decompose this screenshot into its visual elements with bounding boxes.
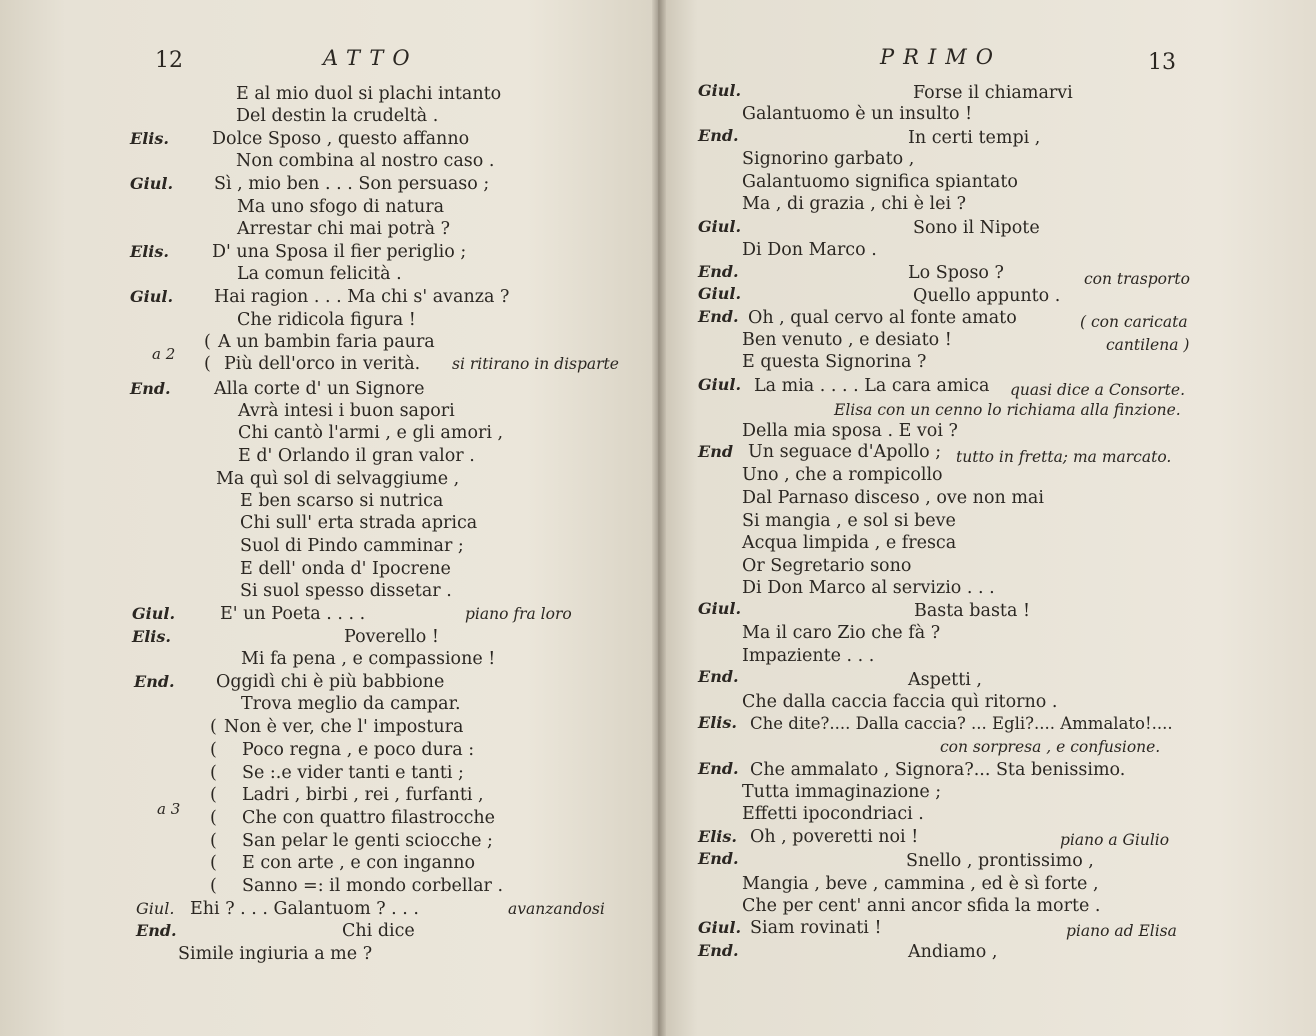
ensemble-bracket: ( bbox=[210, 763, 217, 783]
verse-line: Effetti ipocondriaci . bbox=[742, 804, 924, 824]
right-page bbox=[658, 0, 1316, 1036]
ensemble-bracket: ( bbox=[204, 332, 211, 352]
speaker-label: Elis. bbox=[698, 827, 737, 846]
verse-line: Ehi ? . . . Galantuom ? . . . bbox=[190, 899, 419, 919]
verse-line: Signorino garbato , bbox=[742, 149, 915, 169]
ensemble-bracket: ( bbox=[210, 808, 217, 828]
verse-line: Galantuomo è un insulto ! bbox=[742, 104, 973, 124]
verse-line: Acqua limpida , e fresca bbox=[742, 533, 957, 553]
speaker-label: Elis. bbox=[130, 242, 169, 261]
stage-direction: ( con caricata bbox=[1080, 313, 1188, 331]
speaker-label: Giul. bbox=[698, 918, 742, 937]
speaker-label: Elis. bbox=[698, 713, 737, 732]
verse-line: Suol di Pindo camminar ; bbox=[240, 536, 464, 556]
stage-direction: si ritirano in disparte bbox=[452, 355, 619, 373]
verse-line: Quello appunto . bbox=[913, 286, 1061, 306]
verse-line: Dolce Sposo , questo affanno bbox=[212, 129, 470, 149]
verse-line: La comun felicità . bbox=[237, 264, 402, 284]
stage-direction: avanzandosi bbox=[508, 900, 605, 918]
speaker-label: Giul. bbox=[136, 899, 175, 918]
verse-line: E dell' onda d' Ipocrene bbox=[240, 559, 451, 579]
verse-line: Lo Sposo ? bbox=[908, 263, 1004, 283]
stage-direction: piano ad Elisa bbox=[1066, 922, 1177, 940]
verse-line: Ma , di grazia , chi è lei ? bbox=[742, 194, 966, 214]
ensemble-bracket: ( bbox=[210, 740, 217, 760]
ensemble-bracket: ( bbox=[210, 831, 217, 851]
verse-line: Oggidì chi è più babbione bbox=[216, 672, 445, 692]
verse-line: Più dell'orco in verità. bbox=[224, 354, 421, 374]
speaker-label: End. bbox=[698, 126, 739, 145]
verse-line: Mangia , beve , cammina , ed è sì forte , bbox=[742, 874, 1099, 894]
speaker-label: Giul. bbox=[132, 604, 176, 623]
verse-line: Poco regna , e poco dura : bbox=[242, 740, 475, 760]
stage-direction: con trasporto bbox=[1084, 270, 1190, 288]
ensemble-bracket: ( bbox=[210, 717, 217, 737]
verse-line: Chi cantò l'armi , e gli amori , bbox=[238, 423, 504, 443]
page-number: 12 bbox=[155, 48, 183, 73]
verse-line: In certi tempi , bbox=[908, 128, 1041, 148]
page-header: ATTO bbox=[323, 46, 419, 70]
ensemble-bracket: ( bbox=[210, 785, 217, 805]
verse-line: Di Don Marco . bbox=[742, 240, 877, 260]
verse-line: Aspetti , bbox=[908, 670, 982, 690]
verse-line: E con arte , e con inganno bbox=[242, 853, 476, 873]
verse-line: Galantuomo significa spiantato bbox=[742, 172, 1018, 192]
verse-line: Si suol spesso dissetar . bbox=[240, 581, 452, 601]
verse-line: Avrà intesi i buon sapori bbox=[238, 401, 455, 421]
verse-line: Se :.e vider tanti e tanti ; bbox=[242, 763, 464, 783]
verse-line: Che ridicola figura ! bbox=[237, 310, 416, 330]
verse-line: Or Segretario sono bbox=[742, 556, 912, 576]
verse-line: Forse il chiamarvi bbox=[913, 83, 1073, 103]
speaker-label: End bbox=[698, 442, 734, 461]
ensemble-bracket: ( bbox=[204, 354, 211, 374]
verse-line: Snello , prontissimo , bbox=[906, 851, 1094, 871]
verse-line: E ben scarso si nutrica bbox=[240, 491, 444, 511]
verse-line: Tutta immaginazione ; bbox=[742, 782, 942, 802]
verse-line: Ma quì sol di selvaggiume , bbox=[216, 469, 460, 489]
ensemble-bracket: ( bbox=[210, 876, 217, 896]
verse-line: E al mio duol si plachi intanto bbox=[236, 84, 502, 104]
stage-direction: Elisa con un cenno lo richiama alla finzione. bbox=[834, 401, 1181, 419]
stage-direction: piano fra loro bbox=[465, 605, 572, 623]
speaker-label: End. bbox=[698, 307, 739, 326]
verse-line: Trova meglio da campar. bbox=[241, 694, 461, 714]
speaker-label: Elis. bbox=[132, 627, 171, 646]
page-header: PRIMO bbox=[880, 45, 1002, 69]
book-gutter bbox=[652, 0, 666, 1036]
verse-line: San pelar le genti sciocche ; bbox=[242, 831, 493, 851]
verse-line: Di Don Marco al servizio . . . bbox=[742, 578, 995, 598]
verse-line: Siam rovinati ! bbox=[750, 918, 882, 938]
speaker-label: Giul. bbox=[698, 81, 742, 100]
verse-line: Un seguace d'Apollo ; bbox=[748, 442, 942, 462]
speaker-label: Giul. bbox=[698, 217, 742, 236]
verse-line: Hai ragion . . . Ma chi s' avanza ? bbox=[214, 287, 510, 307]
verse-line: Basta basta ! bbox=[914, 601, 1030, 621]
verse-line: Ben venuto , e desiato ! bbox=[742, 330, 952, 350]
stage-direction: piano a Giulio bbox=[1060, 831, 1170, 849]
speaker-label: Giul. bbox=[698, 375, 742, 394]
verse-line: D' una Sposa il fier periglio ; bbox=[212, 242, 467, 262]
verse-line: Poverello ! bbox=[344, 627, 439, 647]
verse-line: Non combina al nostro caso . bbox=[236, 151, 495, 171]
verse-line: Sì , mio ben . . . Son persuaso ; bbox=[214, 174, 490, 194]
verse-line: E questa Signorina ? bbox=[742, 352, 927, 372]
speaker-label: End. bbox=[134, 672, 175, 691]
verse-line: Che dalla caccia faccia quì ritorno . bbox=[742, 692, 1058, 712]
verse-line: Non è ver, che l' impostura bbox=[224, 717, 464, 737]
verse-line: Oh , qual cervo al fonte amato bbox=[748, 308, 1017, 328]
ensemble-bracket: ( bbox=[210, 853, 217, 873]
speaker-label: Giul. bbox=[130, 287, 174, 306]
speaker-label: End. bbox=[698, 759, 739, 778]
speaker-label: End. bbox=[698, 667, 739, 686]
verse-line: La mia . . . . La cara amica bbox=[754, 376, 990, 396]
speaker-label: Elis. bbox=[130, 129, 169, 148]
verse-line: Andiamo , bbox=[908, 942, 998, 962]
stage-direction: cantilena ) bbox=[1106, 336, 1190, 354]
ensemble-mark: a 2 bbox=[152, 345, 176, 363]
verse-line: Ladri , birbi , rei , furfanti , bbox=[242, 785, 484, 805]
verse-line: Si mangia , e sol si beve bbox=[742, 511, 956, 531]
verse-line: Che ammalato , Signora?... Sta benissimo. bbox=[750, 760, 1126, 780]
verse-line: Della mia sposa . E voi ? bbox=[742, 421, 958, 441]
speaker-label: Giul. bbox=[130, 174, 174, 193]
speaker-label: End. bbox=[698, 849, 739, 868]
verse-line: Che con quattro filastrocche bbox=[242, 808, 496, 828]
verse-line: Alla corte d' un Signore bbox=[214, 379, 425, 399]
ensemble-mark: a 3 bbox=[157, 800, 181, 818]
verse-line: Sanno =: il mondo corbellar . bbox=[242, 876, 504, 896]
verse-line: Uno , che a rompicollo bbox=[742, 465, 943, 485]
stage-direction: con sorpresa , e confusione. bbox=[940, 738, 1161, 756]
verse-line: Chi dice bbox=[342, 921, 415, 941]
verse-line: Sono il Nipote bbox=[913, 218, 1040, 238]
stage-direction: quasi dice a Consorte. bbox=[1010, 381, 1186, 399]
verse-line: Ma il caro Zio che fà ? bbox=[742, 623, 941, 643]
verse-line: Dal Parnaso disceso , ove non mai bbox=[742, 488, 1044, 508]
verse-line: E d' Orlando il gran valor . bbox=[238, 446, 475, 466]
verse-line: Che per cent' anni ancor sfida la morte . bbox=[742, 896, 1101, 916]
page-number: 13 bbox=[1148, 50, 1176, 75]
verse-line: Oh , poveretti noi ! bbox=[750, 827, 919, 847]
verse-line: Ma uno sfogo di natura bbox=[237, 197, 445, 217]
verse-line: Del destin la crudeltà . bbox=[236, 106, 439, 126]
speaker-label: End. bbox=[698, 941, 739, 960]
verse-line: A un bambin faria paura bbox=[218, 332, 435, 352]
speaker-label: Giul. bbox=[698, 599, 742, 618]
verse-line: Chi sull' erta strada aprica bbox=[240, 513, 478, 533]
verse-line: Che dite?.... Dalla caccia? ... Egli?.... Ammalato!.... bbox=[750, 714, 1173, 733]
verse-line: Mi fa pena , e compassione ! bbox=[241, 649, 496, 669]
speaker-label: End. bbox=[130, 379, 171, 398]
speaker-label: Giul. bbox=[698, 284, 742, 303]
speaker-label: End. bbox=[698, 262, 739, 281]
verse-line: Impaziente . . . bbox=[742, 646, 875, 666]
verse-line: Simile ingiuria a me ? bbox=[178, 944, 373, 964]
verse-line: Arrestar chi mai potrà ? bbox=[237, 219, 451, 239]
speaker-label: End. bbox=[136, 921, 177, 940]
verse-line: E' un Poeta . . . . bbox=[220, 604, 366, 624]
stage-direction: tutto in fretta; ma marcato. bbox=[956, 448, 1172, 466]
